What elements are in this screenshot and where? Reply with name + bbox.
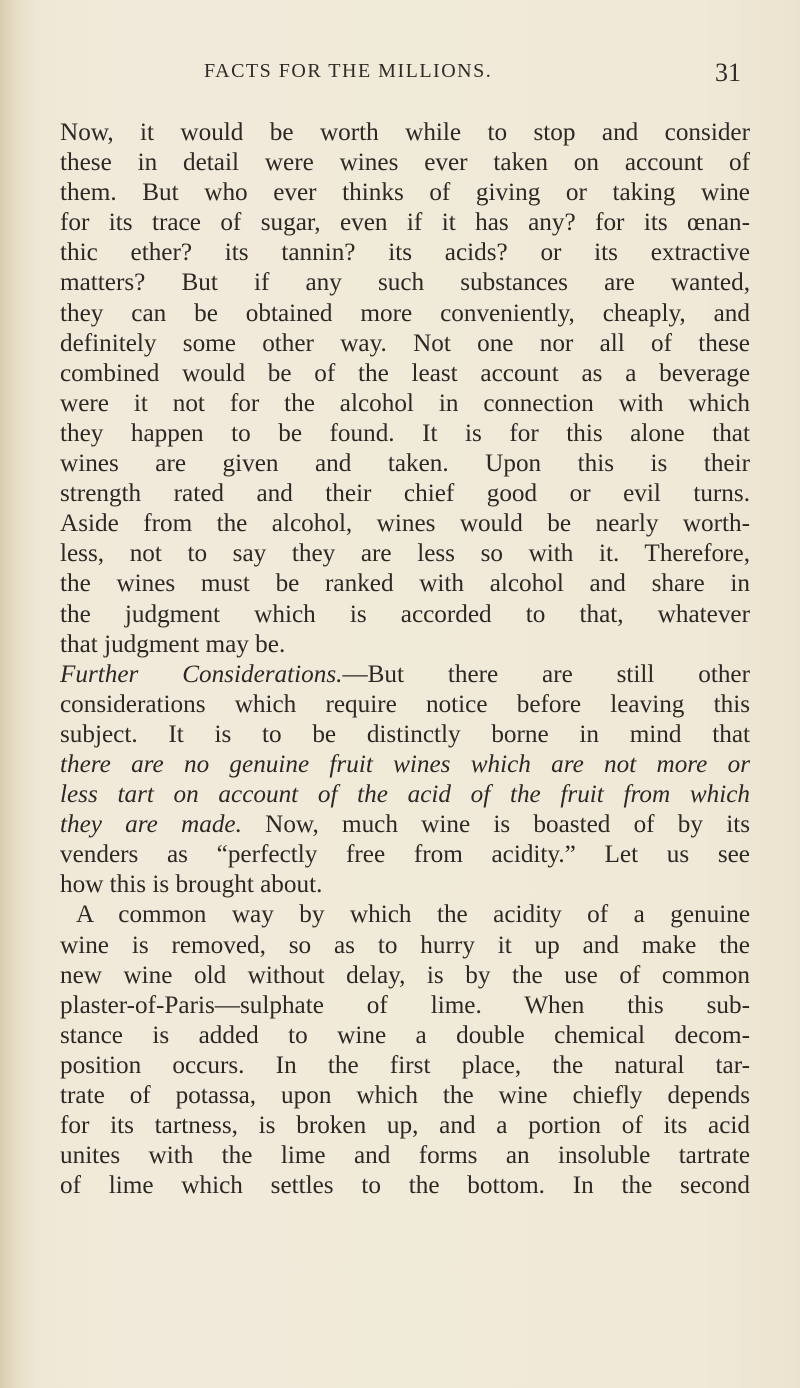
text-line — [60, 299, 750, 329]
roman-text: of lime which settles to the bottom. In the second — [60, 1172, 750, 1200]
roman-text: matters? But if any such substances are wanted, — [60, 269, 750, 297]
roman-text: definitely some other way. Not one nor all of these — [60, 329, 750, 357]
text-line — [60, 389, 750, 419]
roman-text: A common way by which the acidity of a genuine — [76, 901, 750, 929]
text-line — [60, 900, 750, 930]
roman-text: for its tartness, is broken up, and a portion of its acid — [60, 1112, 750, 1140]
text-line — [60, 238, 750, 268]
roman-text: them. But who ever thinks of giving or taking wine — [60, 179, 750, 207]
text-line — [60, 840, 750, 870]
roman-text: Now, it would be worth while to stop and consider — [60, 119, 750, 146]
page-number: 31 — [715, 58, 741, 87]
italic-text: Further Considerations. — [60, 660, 343, 688]
text-line — [60, 329, 750, 359]
text-line — [60, 1141, 750, 1171]
text-line — [60, 359, 750, 389]
text-line — [60, 750, 750, 780]
roman-text: how this is brought about. — [60, 871, 323, 899]
roman-text: for its trace of sugar, even if it has any? for its œnan- — [60, 209, 750, 237]
roman-text: that judgment may be. — [60, 630, 286, 658]
text-line — [60, 208, 750, 238]
text-line — [60, 449, 750, 479]
roman-text: position occurs. In the first place, the natural tar- — [60, 1051, 750, 1079]
text-line — [60, 118, 750, 148]
text-line — [60, 720, 750, 750]
body-text — [60, 118, 750, 1201]
text-line — [60, 178, 750, 208]
italic-text: they are made. — [60, 811, 242, 839]
text-line — [60, 509, 750, 539]
text-line — [60, 569, 750, 599]
roman-text: —But there are still other — [342, 660, 750, 688]
text-line — [60, 479, 750, 509]
roman-text: they happen to be found. It is for this alone that — [60, 419, 750, 447]
roman-text: combined would be of the least account as a beverage — [60, 359, 750, 387]
roman-text: stance is added to wine a double chemical decom- — [60, 1021, 750, 1049]
roman-text: wines are given and taken. Upon this is their — [60, 450, 750, 478]
roman-text: less, not to say they are less so with it. Therefore, — [60, 540, 750, 568]
text-line — [60, 991, 750, 1021]
text-line — [60, 148, 750, 178]
text-line — [60, 600, 750, 630]
text-line — [60, 539, 750, 569]
text-line — [60, 1171, 750, 1201]
text-line — [60, 1111, 750, 1141]
italic-text: there are no genuine fruit wines which are not more or — [60, 750, 750, 778]
roman-text: thic ether? its tannin? its acids? or its extractive — [60, 239, 750, 267]
roman-text: plaster-of-Paris—sulphate of lime. When this sub- — [60, 991, 750, 1019]
text-line — [60, 780, 750, 810]
roman-text: trate of potassa, upon which the wine chiefly depends — [60, 1082, 750, 1109]
roman-text: subject. It is to be distinctly borne in mind that — [60, 720, 750, 748]
roman-text: were it not for the alcohol in connection with which — [60, 389, 750, 417]
roman-text: Now, much wine is boasted of by its — [241, 811, 750, 839]
text-line — [60, 630, 750, 660]
text-line — [60, 690, 750, 720]
roman-text: they can be obtained more conveniently, cheaply, and — [60, 299, 750, 327]
roman-text: the wines must be ranked with alcohol and share in — [60, 570, 750, 598]
text-line — [60, 1051, 750, 1081]
roman-text: considerations which require notice before leaving this — [60, 690, 750, 718]
roman-text: unites with the lime and forms an insoluble tartrate — [60, 1142, 750, 1170]
page-header — [0, 60, 800, 100]
italic-text: less tart on account of the acid of the fruit from which — [60, 781, 750, 809]
text-line — [60, 268, 750, 298]
roman-text: new wine old without delay, is by the use of common — [60, 961, 750, 989]
roman-text: wine is removed, so as to hurry it up and make the — [60, 931, 750, 959]
text-line — [60, 961, 750, 991]
text-line — [60, 419, 750, 449]
text-line — [60, 931, 750, 961]
text-line — [60, 1021, 750, 1051]
roman-text: venders as “perfectly free from acidity.” Let us see — [60, 841, 750, 869]
roman-text: Aside from the alcohol, wines would be nearly worth- — [60, 510, 750, 538]
text-line — [60, 1081, 750, 1111]
roman-text: the judgment which is accorded to that, whatever — [60, 600, 750, 628]
text-line — [60, 870, 750, 900]
text-line — [60, 810, 750, 840]
running-title: FACTS FOR THE MILLIONS. — [204, 60, 493, 82]
roman-text: strength rated and their chief good or evil turns. — [60, 480, 750, 508]
roman-text: these in detail were wines ever taken on account of — [60, 149, 750, 177]
text-line — [60, 660, 750, 690]
